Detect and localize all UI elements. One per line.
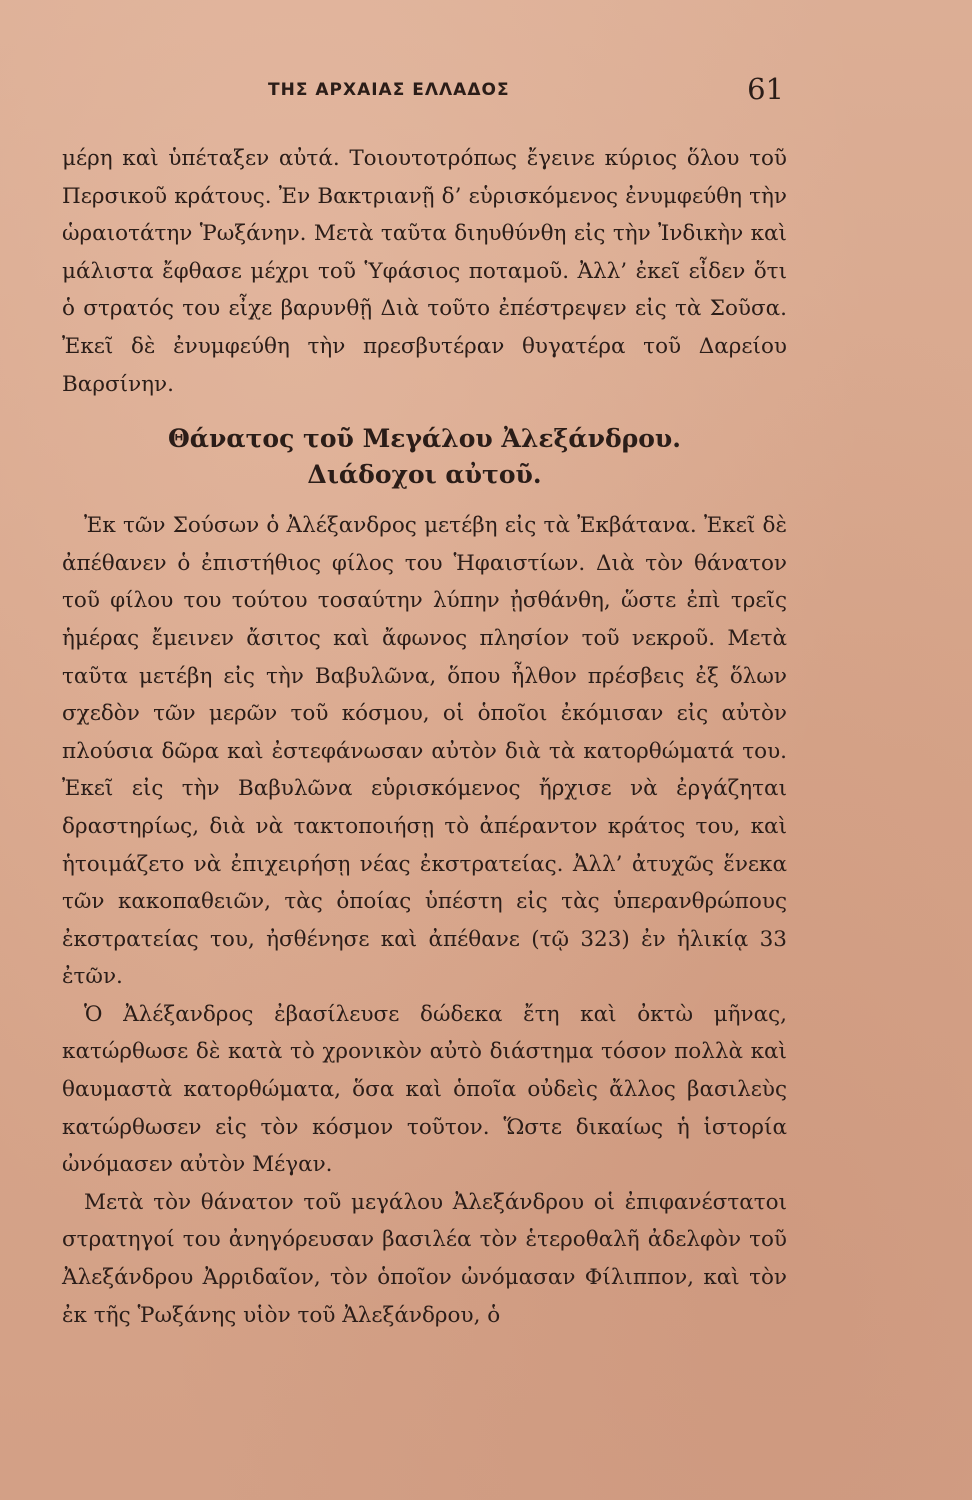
paragraph: Μετὰ τὸν θάνατον τοῦ μεγάλου Ἀλεξάνδρου οἱ ἐπιφανέστατοι στρατηγοί του ἀνηγόρευσαν βασιλέα τὸν ἑτεροθαλῆ ἀδελφὸν τοῦ Ἀλεξάνδρου Ἀρριδαῖον, τὸν ὁποῖον ὠνόμασαν Φίλιππον, καὶ τὸν ἐκ τῆς Ῥωξάνης υἱὸν τοῦ Ἀλεξάνδρου, ὁ	[62, 1189, 787, 1328]
paragraph-continued: μέρη καὶ ὑπέταξεν αὐτά. Τοιουτοτρόπως ἔγεινε κύριος ὅλου τοῦ Περσικοῦ κράτους. Ἐν Βακτριανῇ δ’ εὑρισκόμενος ἐνυμφεύθη τὴν ὡραιοτάτην Ῥωξάνην. Μετὰ ταῦτα διηυθύνθη εἰς τὴν Ἰνδικὴν καὶ μάλιστα ἔφθασε μέχρι τοῦ Ὑφάσιος ποταμοῦ. Ἀλλ’ ἐκεῖ εἶδεν ὅτι ὁ στρατός του εἶχε βαρυνθῇ Διὰ τοῦτο ἐπέστρεψεν εἰς τὰ Σοῦσα. Ἐκεῖ δὲ ἐνυμφεύθη τὴν πρεσβυτέραν θυγατέρα τοῦ Δαρείου Βαρσίνην.	[62, 146, 787, 397]
header-title: ΤΗΣ ΑΡΧΑΙΑΣ ΕΛΛΑΔΟΣ	[268, 80, 510, 100]
body-text	[62, 140, 787, 1334]
running-header	[0, 72, 972, 112]
section-heading-line2: Διάδοχοι αὐτοῦ.	[307, 460, 542, 490]
section-heading-line1: Θάνατος τοῦ Μεγάλου Ἀλεξάνδρου.	[168, 424, 681, 454]
paragraph: Ὁ Ἀλέξανδρος ἐβασίλευσε δώδεκα ἔτη καὶ ὀκτὼ μῆνας, κατώρθωσε δὲ κατὰ τὸ χρονικὸν αὐτὸ διάστημα τόσον πολλὰ καὶ θαυμαστὰ κατορθώματα, ὅσα καὶ ὁποῖα οὐδεὶς ἄλλος βασιλεὺς κατώρθωσεν εἰς τὸν κόσμον τοῦτον. Ὥστε δικαίως ἡ ἱστορία ὠνόμασεν αὐτὸν Μέγαν.	[62, 1001, 787, 1178]
section-heading	[62, 421, 787, 493]
paragraph: Ἐκ τῶν Σούσων ὁ Ἀλέξανδρος μετέβη εἰς τὰ Ἐκβάτανα. Ἐκεῖ δὲ ἀπέθανεν ὁ ἐπιστήθιος φίλος του Ἡφαιστίων. Διὰ τὸν θάνατον τοῦ φίλου του τούτου τοσαύτην λύπην ᾐσθάνθη, ὥστε ἐπὶ τρεῖς ἡμέρας ἔμεινεν ἄσιτος καὶ ἄφωνος πλησίον τοῦ νεκροῦ. Μετὰ ταῦτα μετέβη εἰς τὴν Βαβυλῶνα, ὅπου ἦλθον πρέσβεις ἐξ ὅλων σχεδὸν τῶν μερῶν τοῦ κόσμου, οἱ ὁποῖοι ἐκόμισαν εἰς αὐτὸν πλούσια δῶρα καὶ ἐστεφάνωσαν αὐτὸν διὰ τὰ κατορθώματά του. Ἐκεῖ εἰς τὴν Βαβυλῶνα εὑρισκόμενος ἤρχισε νὰ ἐργάζηται δραστηρίως, διὰ νὰ τακτοποιήσῃ τὸ ἀπέραντον κράτος του, καὶ ἡτοιμάζετο νὰ ἐπιχειρήσῃ νέας ἐκστρατείας. Ἀλλ’ ἀτυχῶς ἕνεκα τῶν κακοπαθειῶν, τὰς ὁποίας ὑπέστη εἰς τὰς ὑπερανθρώπους ἐκστρατείας του, ἠσθένησε καὶ ἀπέθανε (τῷ 323) ἐν ἡλικίᾳ 33 ἐτῶν.	[62, 513, 787, 990]
page-number: 61	[747, 72, 784, 106]
